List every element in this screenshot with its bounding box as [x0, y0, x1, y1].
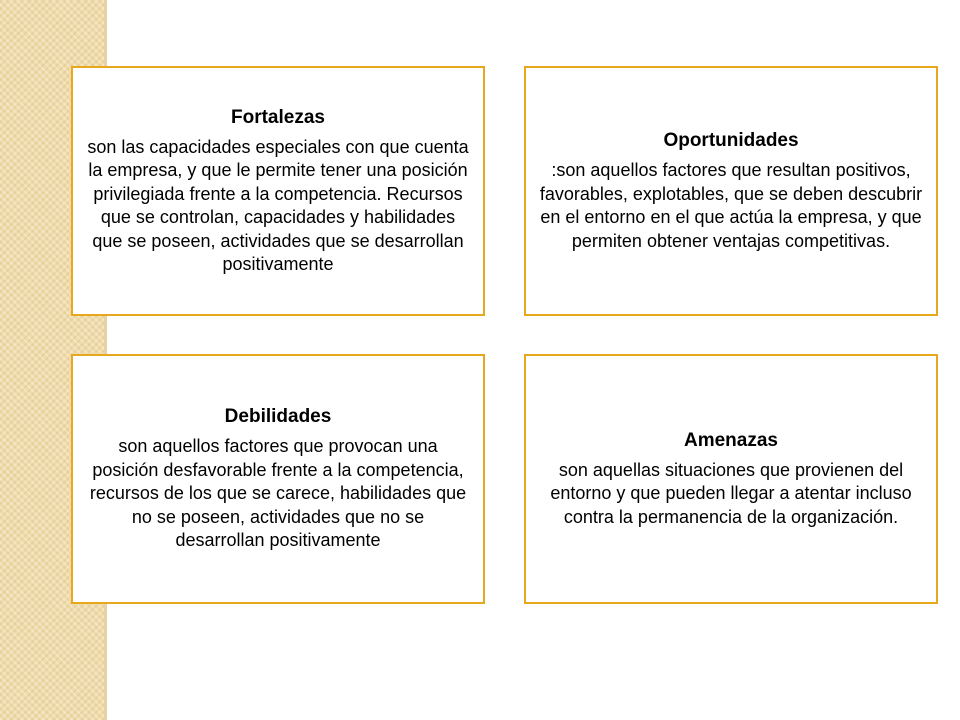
card-debilidades	[71, 354, 485, 604]
card-title: Debilidades	[224, 406, 332, 428]
card-body: :son aquellos factores que resultan positivos, favorables, explotables, que se deben descubrir en el entorno en el que actúa la empresa, y que permiten obtener ventajas competitivas.	[539, 160, 923, 251]
card-title: Oportunidades	[663, 130, 799, 151]
card-title: Fortalezas	[231, 106, 325, 128]
card-title: Amenazas	[684, 429, 778, 451]
card-body: son las capacidades especiales con que cuenta la empresa, y que le permite tener una posición privilegiada frente a la competencia. Recursos que se controlan, capacidades y habilidades que se poseen, actividades que se desarrollan positivamente	[87, 136, 469, 274]
card-amenazas	[524, 354, 938, 604]
card-body: son aquellos factores que provocan una posición desfavorable frente a la competencia, recursos de los que se carece, habilidades que no se poseen, actividades que no se desarrollan positivamente	[89, 436, 467, 551]
card-body: son aquellas situaciones que provienen del entorno y que pueden llegar a atentar incluso contra la permanencia de la organización.	[550, 459, 912, 527]
card-fortalezas	[71, 66, 485, 316]
card-oportunidades	[524, 66, 938, 316]
